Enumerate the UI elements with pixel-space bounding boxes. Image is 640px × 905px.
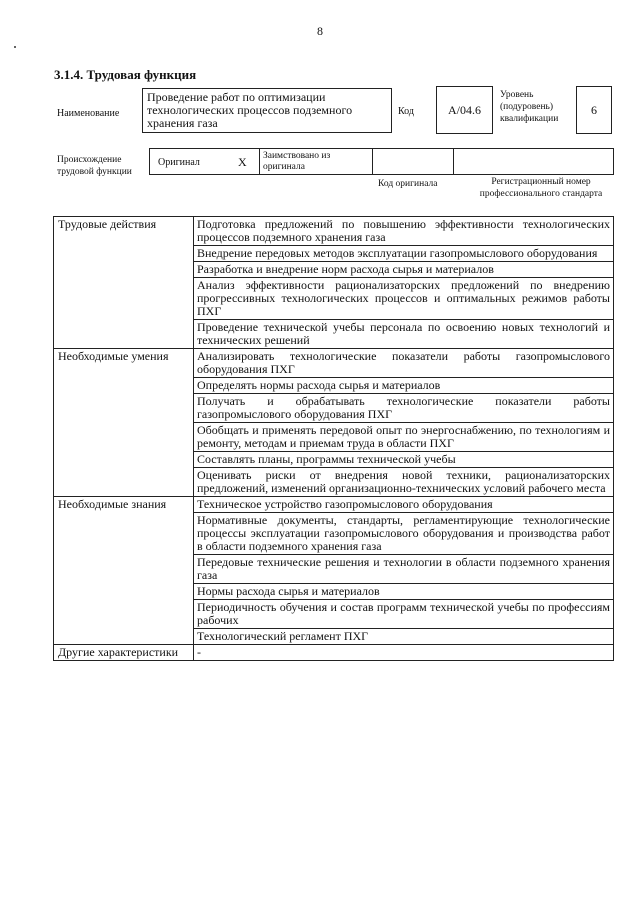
labor-actions-label: Трудовые действия bbox=[54, 217, 194, 349]
skill-item: Анализировать технологические показатели работы газопромыслового оборудования ПХГ bbox=[194, 349, 614, 378]
level-label-line-1: Уровень bbox=[500, 90, 534, 100]
other-value: - bbox=[194, 645, 614, 661]
page-number: 8 bbox=[317, 24, 323, 38]
knowledge-item: Нормативные документы, стандарты, регламентирующие технологические процессы эксплуатации газопромыслового оборудования и производства работ в области подземного хранения газа bbox=[194, 513, 614, 555]
reg-number-caption-line-2: профессионального стандарта bbox=[479, 189, 603, 199]
name-label: Наименование bbox=[57, 108, 120, 119]
knowledge-item: Передовые технические решения и технологии в области подземного хранения газа bbox=[194, 555, 614, 584]
labor-action-item: Анализ эффективности рационализаторских предложений по внедрению прогрессивных технологических процессов и оптимальных режимов работы ПХГ bbox=[194, 278, 614, 320]
skill-item: Получать и обрабатывать технологические показатели работы газопромыслового оборудования ПХГ bbox=[194, 394, 614, 423]
labor-action-item: Проведение технической учебы персонала по освоению новых технологий и технических решений bbox=[194, 320, 614, 349]
origin-label-line-2: трудовой функции bbox=[57, 167, 132, 177]
name-value: Проведение работ по оптимизации технологических процессов подземного хранения газа bbox=[142, 88, 392, 133]
original-code-caption: Код оригинала bbox=[378, 179, 438, 189]
original-label: Оригинал bbox=[158, 157, 200, 168]
origin-label bbox=[57, 154, 132, 178]
knowledge-item: Технологический регламент ПХГ bbox=[194, 629, 614, 645]
section-title: 3.1.4. Трудовая функция bbox=[54, 67, 197, 82]
origin-label-line-1: Происхождение bbox=[57, 155, 122, 165]
skill-item: Оценивать риски от внедрения новой техники, рационализаторских предложений, изменений организационно-технических условий рабочего места bbox=[194, 468, 614, 497]
knowledge-item: Нормы расхода сырья и материалов bbox=[194, 584, 614, 600]
labor-action-item: Внедрение передовых методов эксплуатации газопромыслового оборудования bbox=[194, 246, 614, 262]
table-row bbox=[54, 349, 614, 378]
original-code-cell bbox=[372, 149, 454, 174]
code-value: A/04.6 bbox=[436, 86, 493, 134]
borrowed-cell bbox=[260, 149, 370, 174]
level-label-line-2: (подуровень) bbox=[500, 102, 554, 112]
level-label bbox=[500, 89, 558, 125]
reg-number-caption-line-1: Регистрационный номер bbox=[491, 177, 591, 187]
knowledge-label: Необходимые знания bbox=[54, 497, 194, 645]
table-row bbox=[54, 497, 614, 513]
knowledge-item: Техническое устройство газопромыслового оборудования bbox=[194, 497, 614, 513]
borrowed-label-line-2: оригинала bbox=[263, 162, 305, 172]
original-cell bbox=[150, 149, 260, 174]
other-label: Другие характеристики bbox=[54, 645, 194, 661]
function-table bbox=[53, 216, 614, 661]
skill-item: Составлять планы, программы технической учебы bbox=[194, 452, 614, 468]
level-label-line-3: квалификации bbox=[500, 114, 559, 124]
table-row bbox=[54, 645, 614, 661]
skills-label: Необходимые умения bbox=[54, 349, 194, 497]
skill-item: Определять нормы расхода сырья и материалов bbox=[194, 378, 614, 394]
level-value: 6 bbox=[576, 86, 612, 134]
table-row bbox=[54, 217, 614, 246]
labor-action-item: Разработка и внедрение норм расхода сырья и материалов bbox=[194, 262, 614, 278]
code-label: Код bbox=[398, 106, 414, 117]
origin-row bbox=[149, 148, 614, 175]
reg-number-cell bbox=[454, 149, 613, 174]
skill-item: Обобщать и применять передовой опыт по энергоснабжению, по технологиям и ремонту, методам и приемам труда в области ПХГ bbox=[194, 423, 614, 452]
borrowed-label-line-1: Заимствовано из bbox=[263, 151, 331, 161]
stray-dot bbox=[14, 46, 16, 48]
labor-action-item: Подготовка предложений по повышению эффективности технологических процессов подземного хранения газа bbox=[194, 217, 614, 246]
reg-number-caption bbox=[477, 176, 605, 200]
knowledge-item: Периодичность обучения и состав программ технической учебы по профессиям рабочих bbox=[194, 600, 614, 629]
original-mark: X bbox=[238, 155, 247, 169]
